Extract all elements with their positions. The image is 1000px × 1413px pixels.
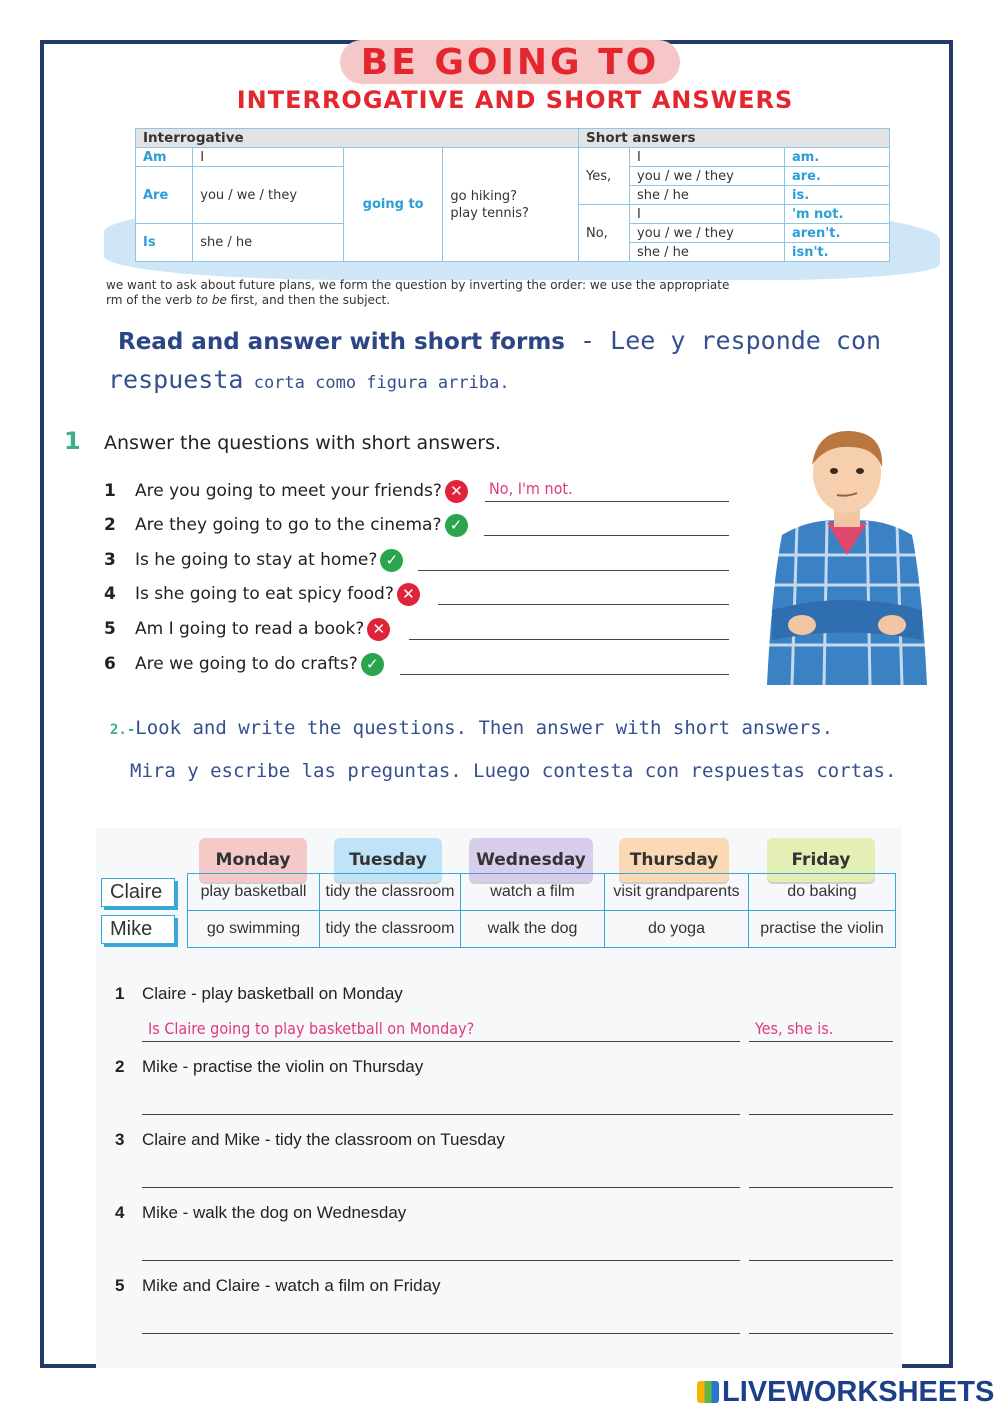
exercise2-prompt: 4 Mike - walk the dog on Wednesday — [115, 1203, 407, 1222]
schedule-cell: tidy the classroom — [320, 874, 461, 911]
cell-is: Is — [136, 224, 193, 262]
short-answer-field[interactable] — [749, 1092, 893, 1115]
exercise2-instruction-es: Mira y escribe las preguntas. Luego contesta con respuestas cortas. — [130, 760, 897, 782]
page-title: BE GOING TO — [360, 42, 660, 83]
short-answer — [749, 1165, 755, 1184]
liveworksheets-watermark: LIVEWORKSHEETS — [697, 1376, 994, 1409]
cell-i: I — [193, 148, 344, 167]
cell-are: Are — [136, 167, 193, 224]
instructions — [108, 322, 938, 402]
cell-yes: Yes, — [579, 148, 630, 205]
short-answer-field[interactable] — [749, 1238, 893, 1261]
cell-yes-am: am. — [785, 148, 890, 167]
instructions-line2a: respuesta — [108, 365, 244, 394]
exercise1-title: Answer the questions with short answers. — [104, 432, 502, 454]
exercise1-question: 1 Are you going to meet your friends? ✕ — [104, 478, 468, 504]
interrogative-header: Interrogative — [136, 129, 579, 148]
cross-icon: ✕ — [445, 480, 468, 503]
cross-icon: ✕ — [367, 618, 390, 641]
grammar-table — [135, 128, 890, 262]
exercise1-answer-field[interactable] — [400, 652, 729, 675]
cell-no-am: 'm not. — [785, 205, 890, 224]
exercise1-question: 3 Is he going to stay at home? ✓ — [104, 547, 403, 573]
exercise1-answer — [438, 582, 442, 601]
cell-yes-is: is. — [785, 186, 890, 205]
instructions-rest: - Lee y responde con — [564, 326, 882, 355]
exercise1-answer: No, I'm not. — [489, 479, 573, 498]
check-icon: ✓ — [380, 549, 403, 572]
exercise1-answer-field[interactable] — [418, 548, 729, 571]
question-field[interactable] — [142, 1092, 740, 1115]
instructions-bold: Read and answer with short forms — [118, 329, 565, 355]
exercise2-prompt: 2 Mike - practise the violin on Thursday — [115, 1057, 424, 1076]
question-field[interactable] — [142, 1238, 740, 1261]
cell-am: Am — [136, 148, 193, 167]
short-answer: Yes, she is. — [755, 1019, 834, 1038]
schedule-cell: visit grandparents — [605, 874, 749, 911]
exercise1-answer — [418, 548, 422, 567]
grammar-note-line2: rm of the verb to be first, and then the subject. — [106, 293, 391, 307]
short-answer-field[interactable] — [749, 1165, 893, 1188]
short-answer-field[interactable] — [749, 1311, 893, 1334]
question-field[interactable] — [142, 1019, 740, 1042]
schedule-row — [101, 911, 896, 948]
exercise2-prompt: 3 Claire and Mike - tidy the classroom on Tuesday — [115, 1130, 505, 1149]
cell-you-we-they: you / we / they — [193, 167, 344, 224]
cell-no: No, — [579, 205, 630, 262]
exercise1-question: 2 Are they going to go to the cinema? ✓ — [104, 512, 468, 538]
exercise1-answer-field[interactable] — [485, 479, 729, 502]
exercise1-answer-field[interactable] — [438, 582, 729, 605]
exercise2-number: 2.- — [110, 722, 136, 738]
cross-icon: ✕ — [397, 583, 420, 606]
cell-no-is: isn't. — [785, 243, 890, 262]
cell-she-he: she / he — [193, 224, 344, 262]
schedule-row — [101, 874, 896, 911]
cell-yes-are: are. — [785, 167, 890, 186]
schedule-cell: do yoga — [605, 911, 749, 948]
schedule-cell: tidy the classroom — [320, 911, 461, 948]
day-header-thursday: Thursday — [619, 838, 729, 882]
exercise1-answer — [409, 617, 413, 636]
short-answer — [749, 1092, 755, 1111]
schedule-cell: play basketball — [188, 874, 320, 911]
day-header-wednesday: Wednesday — [469, 838, 593, 882]
exercise1-answer — [400, 652, 404, 671]
day-header-tuesday: Tuesday — [334, 838, 442, 882]
cell-yes-you-we-they: you / we / they — [630, 167, 785, 186]
exercise1-question: 5 Am I going to read a book? ✕ — [104, 616, 390, 642]
cell-yes-i: I — [630, 148, 785, 167]
schedule-cell: do baking — [749, 874, 896, 911]
day-header-friday: Friday — [767, 838, 875, 882]
schedule-cell: watch a film — [461, 874, 605, 911]
question-answer — [142, 1092, 148, 1111]
cell-no-i: I — [630, 205, 785, 224]
page-subtitle: INTERROGATIVE AND SHORT ANSWERS — [236, 86, 794, 114]
exercise2-prompt: 5 Mike and Claire - watch a film on Friday — [115, 1276, 441, 1295]
exercise2-instructions — [110, 708, 940, 792]
question-field[interactable] — [142, 1311, 740, 1334]
student-name: Mike — [101, 915, 175, 944]
schedule-cell: walk the dog — [461, 911, 605, 948]
cell-activities: go hiking? play tennis? — [443, 148, 579, 262]
instructions-line2b: corta como figura arriba. — [243, 373, 510, 393]
grammar-note-line1: we want to ask about future plans, we form the question by inverting the order: we use the appropriate — [106, 278, 730, 292]
day-header-monday: Monday — [199, 838, 307, 882]
exercise1-answer — [484, 513, 488, 532]
question-field[interactable] — [142, 1165, 740, 1188]
grammar-note — [106, 278, 936, 308]
boy-illustration — [762, 425, 932, 685]
question-answer — [142, 1238, 148, 1257]
short-answer — [749, 1311, 755, 1330]
exercise2-instruction-en: Look and write the questions. Then answer with short answers. — [135, 717, 834, 739]
short-answer-field[interactable] — [749, 1019, 893, 1042]
cell-going-to: going to — [343, 148, 442, 262]
cell-no-are: aren't. — [785, 224, 890, 243]
exercise1-answer-field[interactable] — [484, 513, 729, 536]
student-name: Claire — [101, 878, 175, 907]
exercise1-number: 1 — [64, 427, 81, 455]
liveworksheets-logo-icon — [697, 1381, 719, 1403]
cell-no-you-we-they: you / we / they — [630, 224, 785, 243]
exercise2-prompt: 1 Claire - play basketball on Monday — [115, 984, 403, 1003]
exercise1-question: 6 Are we going to do crafts? ✓ — [104, 651, 384, 677]
check-icon: ✓ — [445, 514, 468, 537]
schedule-table — [101, 873, 896, 948]
exercise1-question: 4 Is she going to eat spicy food? ✕ — [104, 581, 420, 607]
question-answer: Is Claire going to play basketball on Monday? — [148, 1019, 475, 1038]
question-answer — [142, 1165, 148, 1184]
cell-yes-she-he: she / he — [630, 186, 785, 205]
cell-no-she-he: she / he — [630, 243, 785, 262]
schedule-cell: practise the violin — [749, 911, 896, 948]
short-answer — [749, 1238, 755, 1257]
check-icon: ✓ — [361, 653, 384, 676]
question-answer — [142, 1311, 148, 1330]
short-answers-header: Short answers — [579, 129, 890, 148]
exercise1-answer-field[interactable] — [409, 617, 729, 640]
schedule-cell: go swimming — [188, 911, 320, 948]
